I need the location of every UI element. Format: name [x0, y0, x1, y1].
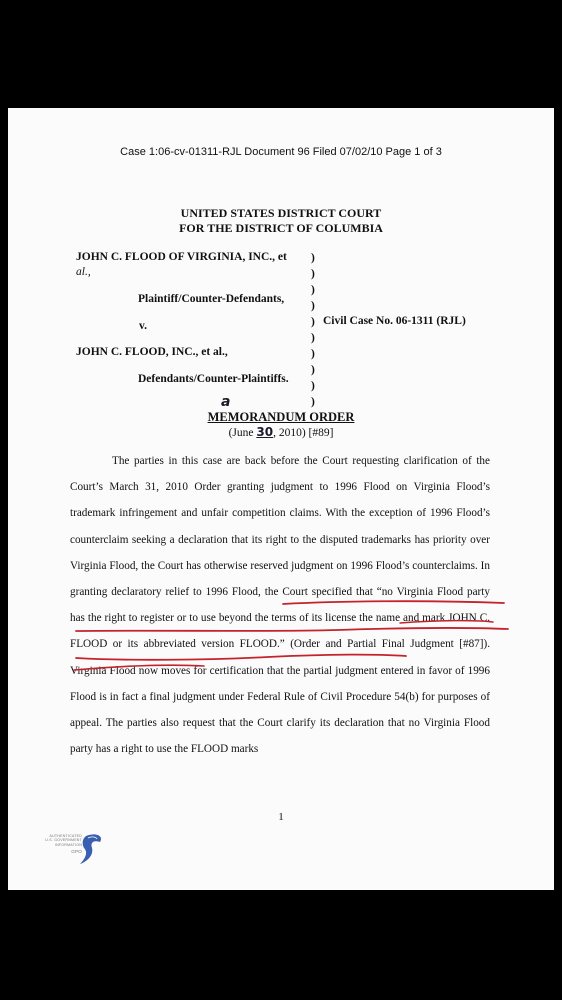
civil-case-number: Civil Case No. 06-1311 (RJL) — [323, 315, 466, 327]
body-paragraph: The parties in this case are back before the Court requesting clarification of the Court’s March 31, 2010 Order granting judgment to 1996 Flood on Virginia Flood’s trademark infringement and unfair competition claims. With the exception of 1996 Flood’s counterclaim seeking a declaration that its right to the disputed trademarks has priority over Virginia Flood, the Court has otherwise reserved judgment on 1996 Flood’s counterclaims. In granting declaratory relief to 1996 Flood, the Court specified that “no Virginia Flood party has the right to register or to use beyond the terms of its license the name and mark JOHN C. FLOOD or its abbreviated version FLOOD.” (Order and Partial Final Judgment [#87]). Virginia Flood now moves for certification that the partial judgment entered in favor of 1996 Flood is in fact a final judgment under Federal Rule of Civil Procedure 54(b) for purposes of appeal. The parties also request that the Court clarify its declaration that no Virginia Flood party has a right to use the FLOOD marks — [70, 455, 490, 756]
case-header: Case 1:06-cv-01311-RJL Document 96 Filed 07/02/10 Page 1 of 3 — [120, 146, 442, 158]
gpo-line3: INFORMATION — [54, 842, 82, 847]
plaintiff-name-cont: al., — [76, 266, 91, 278]
court-title-line2: FOR THE DISTRICT OF COLUMBIA — [179, 221, 383, 235]
defendant-role: Defendants/Counter-Plaintiffs. — [138, 373, 289, 385]
gpo-line1: AUTHENTICATED — [49, 834, 82, 838]
date-open: (June — [228, 427, 257, 439]
document-date — [8, 425, 554, 439]
plaintiff-role: Plaintiff/Counter-Defendants, — [138, 293, 285, 305]
gpo-line4: GPO — [71, 849, 82, 855]
document-page — [8, 108, 554, 890]
body-text — [70, 448, 490, 762]
page-number: 1 — [278, 811, 284, 823]
plaintiff-name-text: JOHN C. FLOOD OF VIRGINIA, INC., et — [76, 251, 287, 263]
date-close: , 2010) [#89] — [273, 427, 334, 439]
caption-parentheses: ) ) ) ) ) ) ) ) ) ) — [311, 252, 315, 408]
gpo-line2: U.S. GOVERNMENT — [45, 838, 82, 843]
handwritten-day: 30 — [256, 425, 274, 439]
court-title-line1: UNITED STATES DISTRICT COURT — [180, 206, 382, 220]
document-title: MEMORANDUM ORDER — [207, 410, 355, 424]
handwritten-insert-mark: a — [221, 394, 231, 410]
defendant-name: JOHN C. FLOOD, INC., et al., — [76, 346, 228, 358]
gpo-eagle-icon — [36, 830, 106, 868]
gpo-seal — [36, 830, 106, 868]
plaintiff-name — [76, 251, 287, 263]
court-title — [8, 206, 554, 236]
versus-label: v. — [139, 320, 147, 332]
